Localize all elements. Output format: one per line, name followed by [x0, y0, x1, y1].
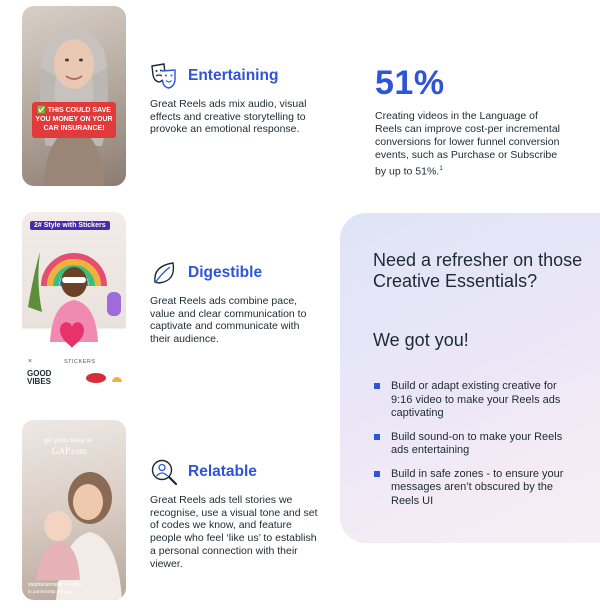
list-item: Build sound-on to make your Reels ads entertaining: [373, 431, 573, 458]
stat-description: Creating videos in the Language of Reels can improve cost-per incremental conversions for lower funnel conversion events, such as Purchase or Subscribe by up to 51%.$^1$: [375, 110, 560, 178]
reel-thumbnail-entertaining: [22, 6, 126, 186]
good-vibes-sticker: GOOD VIBES: [27, 369, 52, 386]
panel-subheading: We got you!: [373, 330, 469, 350]
panel-list: [373, 380, 573, 518]
feature-entertaining: [150, 62, 320, 136]
stickers-tab-label: STICKERS: [64, 359, 96, 365]
feature-title: Digestible: [188, 264, 263, 281]
square-bullet-icon: [374, 471, 380, 477]
list-item: Build in safe zones - to ensure your messages aren’t obscured by the Reels UI: [373, 468, 573, 509]
list-item: Build or adapt existing creative for 9:16 video to make your Reels ads captivating: [373, 380, 573, 421]
feature-description: Great Reels ads mix audio, visual effects and creative storytelling to provoke an emotional response.: [150, 98, 307, 136]
square-bullet-icon: [374, 383, 380, 389]
partnership-label: In partnership with gap: [28, 589, 74, 594]
feature-title: Relatable: [188, 463, 257, 480]
creative-essentials-panel: [340, 213, 600, 543]
square-bullet-icon: [374, 434, 380, 440]
feature-digestible: [150, 259, 320, 346]
leaf-icon: [150, 259, 178, 287]
stat-value: 51%: [375, 64, 445, 102]
reel-overlay-caption: get yours today at: [44, 438, 92, 444]
feature-description: Great Reels ads tell stories we recognise, use a visual tone and set of codes we know, and feature people who feel ‘like us’ to establish a personal connection with their viewer.: [150, 494, 318, 570]
reel-thumbnail-digestible: [22, 212, 126, 390]
close-icon: ×: [28, 358, 33, 365]
reel-overlay-caption: ✅ THIS COULD SAVE YOU MONEY ON YOUR CAR INSURANCE!: [35, 107, 113, 132]
panel-heading: Need a refresher on those Creative Essentials?: [373, 250, 583, 291]
footnote-marker: 1: [439, 165, 443, 172]
woman-portrait-illustration: [22, 6, 126, 186]
creator-handle: stephaniemalfie • Follow: [28, 582, 82, 588]
person-search-icon: [150, 458, 178, 486]
feature-description: Great Reels ads combine pace, value and clear communication to captivate and communicate with their audience.: [150, 295, 307, 346]
brand-label: GAP.com: [52, 446, 87, 456]
theater-masks-icon: [150, 62, 178, 90]
feature-relatable: [150, 458, 320, 570]
feature-title: Entertaining: [188, 67, 279, 84]
reel-tag-label: 2# Style with Stickers: [30, 221, 110, 230]
check-badge-icon: ✅: [37, 107, 46, 114]
reel-thumbnail-relatable: [22, 420, 126, 600]
